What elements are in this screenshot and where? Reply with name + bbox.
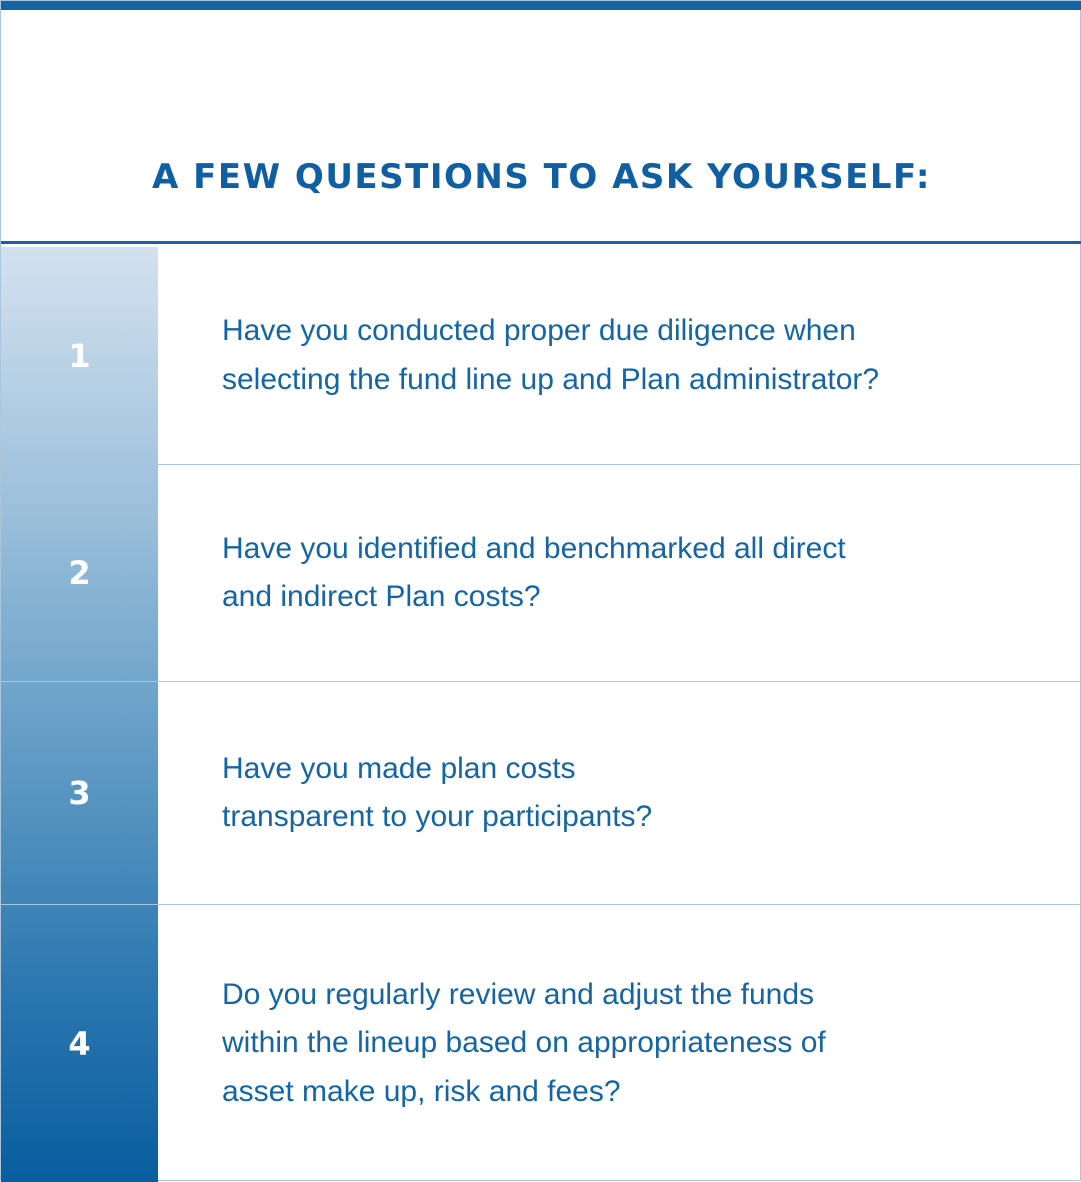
top-accent-bar: [1, 1, 1081, 10]
question-4-line-3: asset make up, risk and fees?: [222, 1074, 621, 1108]
question-2-line-1: Have you identified and benchmarked all direct: [222, 531, 846, 565]
question-text-3: [222, 682, 1022, 904]
question-text-4: [222, 905, 1022, 1182]
question-3-line-2: transparent to your participants?: [222, 800, 653, 833]
question-number-3: 3: [68, 774, 91, 812]
question-row-2: [1, 465, 1081, 682]
question-4-line-1: Do you regularly review and adjust the funds: [222, 977, 815, 1011]
question-1-line-1: Have you conducted proper due diligence when: [222, 314, 856, 347]
question-1-line-2: selecting the fund line up and Plan administrator?: [222, 362, 880, 396]
page-title: A FEW QUESTIONS TO ASK YOURSELF:: [151, 157, 932, 197]
question-row-1: [1, 247, 1081, 465]
question-number-2: 2: [68, 554, 91, 592]
question-number-1: 1: [68, 336, 91, 375]
question-2-line-2: and indirect Plan costs?: [222, 580, 541, 613]
card-header: [1, 10, 1081, 244]
question-3-line-1: Have you made plan costs: [222, 751, 576, 785]
question-text-2: [222, 465, 1022, 681]
question-row-3: [1, 682, 1081, 905]
question-4-line-2: within the lineup based on appropriateness of: [222, 1026, 826, 1060]
question-row-4: [1, 905, 1081, 1182]
question-text-1: [222, 247, 1022, 464]
question-number-4: 4: [68, 1024, 91, 1063]
